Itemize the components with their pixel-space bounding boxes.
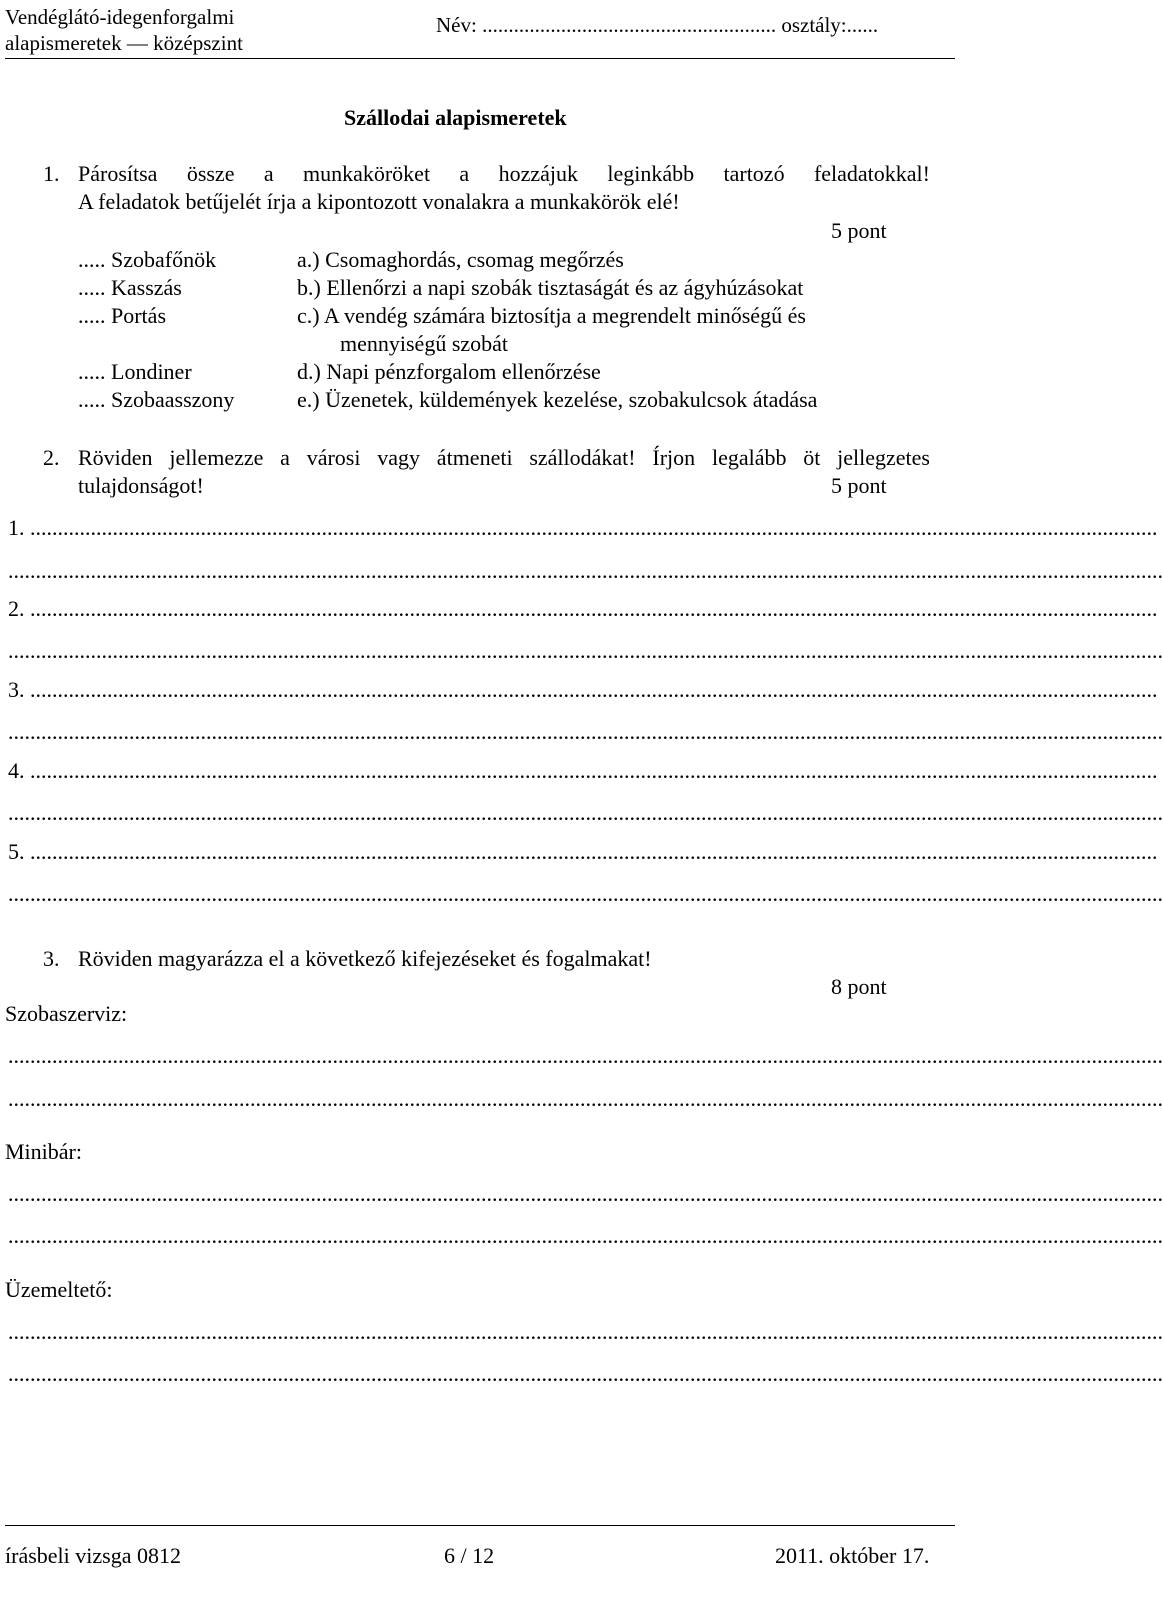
answer-label: 2. [8, 596, 25, 621]
task1-line2: A feladatok betűjelét írja a kipontozott vonalakra a munkakörök elé! [78, 189, 680, 214]
answer-line[interactable] [8, 676, 1158, 704]
answer-line[interactable] [8, 880, 1163, 908]
page-title: Szállodai alapismeretek [344, 105, 567, 130]
dotted-fill: ............................................................................................................................................................................................................. [30, 677, 1158, 702]
dotted-fill: ............................................................................................................................................................................................................. [30, 515, 1158, 540]
task2-points: 5 pont [831, 473, 887, 498]
answer-line[interactable] [8, 1180, 1163, 1208]
term-label: Üzemeltető: [5, 1277, 113, 1302]
task-option: b.) Ellenőrzi a napi szobák tisztaságát és az ágyhúzásokat [297, 275, 804, 300]
task1-points: 5 pont [831, 218, 887, 243]
header-subject-line1: Vendéglátó-idegenforgalmi [5, 5, 235, 29]
footer-page-number: 6 / 12 [444, 1543, 495, 1568]
dotted-fill: ............................................................................................................................................................................................................. [30, 758, 1158, 783]
task2-line1: Röviden jellemezze a városi vagy átmeneti szállodákat! Írjon legalább öt jellegzetes [78, 445, 930, 470]
dotted-fill: ............................................................................................................................................................................................................. [30, 839, 1158, 864]
task-option: e.) Üzenetek, küldemények kezelése, szobakulcsok átadása [297, 387, 818, 412]
answer-line[interactable] [8, 557, 1163, 585]
answer-line[interactable] [8, 1222, 1163, 1250]
answer-line[interactable] [8, 757, 1158, 785]
role-item: ..... Londiner [78, 359, 192, 384]
answer-line[interactable] [8, 1318, 1163, 1346]
answer-line[interactable] [8, 1360, 1163, 1388]
dotted-fill: .................................................................................................................................................................................................................. [8, 719, 1163, 744]
footer-date: 2011. október 17. [775, 1543, 930, 1568]
term-label: Szobaszerviz: [5, 1001, 128, 1026]
header-name-field: Név: ........................................................ osztály:...... [436, 13, 879, 37]
dotted-fill: .................................................................................................................................................................................................................. [8, 1181, 1163, 1206]
dotted-fill: .................................................................................................................................................................................................................. [8, 800, 1163, 825]
dotted-fill: .................................................................................................................................................................................................................. [8, 1043, 1163, 1068]
answer-line[interactable] [8, 718, 1163, 746]
dotted-fill: ............................................................................................................................................................................................................. [30, 596, 1158, 621]
dotted-fill: .................................................................................................................................................................................................................. [8, 638, 1163, 663]
header-divider [5, 58, 955, 59]
answer-line[interactable] [8, 514, 1158, 542]
answer-line[interactable] [8, 838, 1158, 866]
role-item: ..... Portás [78, 303, 166, 328]
task3-number: 3. [43, 946, 60, 971]
task-option-continuation: mennyiségű szobát [340, 331, 509, 356]
task2-number: 2. [43, 445, 60, 470]
task-option: a.) Csomaghordás, csomag megőrzés [297, 247, 624, 272]
task-option: c.) A vendég számára biztosítja a megrendelt minőségű és [297, 303, 806, 328]
term-label: Minibár: [5, 1139, 82, 1164]
header-subject-line2: alapismeretek — középszint [5, 31, 243, 55]
dotted-fill: .................................................................................................................................................................................................................. [8, 881, 1163, 906]
task1-number: 1. [43, 161, 60, 186]
dotted-fill: .................................................................................................................................................................................................................. [8, 1223, 1163, 1248]
answer-line[interactable] [8, 595, 1158, 623]
role-item: ..... Kasszás [78, 275, 182, 300]
dotted-fill: .................................................................................................................................................................................................................. [8, 1361, 1163, 1386]
task3-line1: Röviden magyarázza el a következő kifejezéseket és fogalmakat! [78, 946, 652, 971]
footer-divider [5, 1525, 955, 1526]
answer-line[interactable] [8, 1042, 1163, 1070]
answer-line[interactable] [8, 1085, 1163, 1113]
dotted-fill: .................................................................................................................................................................................................................. [8, 558, 1163, 583]
task3-points: 8 pont [831, 974, 887, 999]
dotted-fill: .................................................................................................................................................................................................................. [8, 1086, 1163, 1111]
answer-label: 3. [8, 677, 25, 702]
role-item: ..... Szobaasszony [78, 387, 235, 412]
answer-line[interactable] [8, 799, 1163, 827]
task1-line1: Párosítsa össze a munkaköröket a hozzájuk leginkább tartozó feladatokkal! [78, 161, 930, 186]
dotted-fill: .................................................................................................................................................................................................................. [8, 1319, 1163, 1344]
answer-line[interactable] [8, 637, 1163, 665]
answer-label: 1. [8, 515, 25, 540]
task2-line2: tulajdonságot! [78, 473, 204, 498]
footer-exam-code: írásbeli vizsga 0812 [5, 1543, 181, 1568]
role-item: ..... Szobafőnök [78, 247, 217, 272]
answer-label: 5. [8, 839, 25, 864]
task-option: d.) Napi pénzforgalom ellenőrzése [297, 359, 601, 384]
answer-label: 4. [8, 758, 25, 783]
